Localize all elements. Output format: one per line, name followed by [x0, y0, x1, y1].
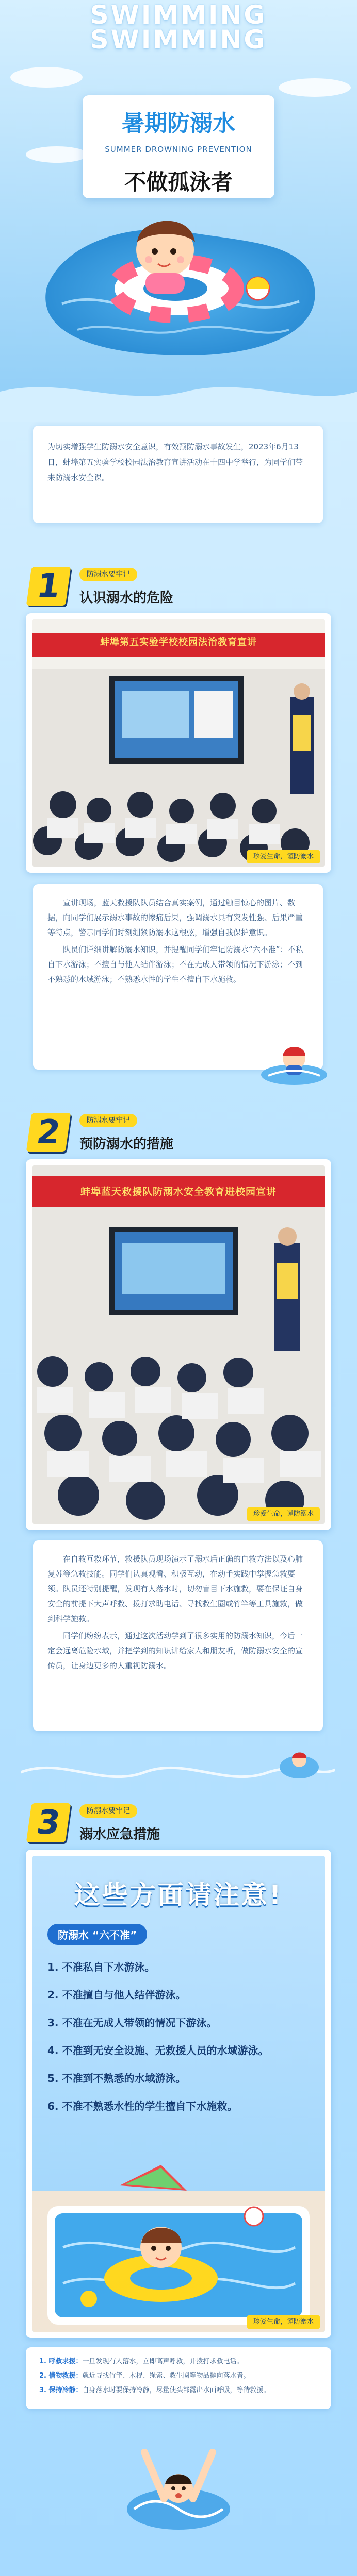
section-number: 3	[26, 1803, 71, 1842]
poster-pool-illustration	[32, 2160, 325, 2332]
section-number: 1	[26, 567, 71, 606]
section-tag: 防溺水要牢记	[79, 568, 137, 581]
section-1-photo-card	[26, 613, 331, 873]
rule-item: 4. 不准到无安全设施、无救援人员的水域游泳。	[47, 2044, 269, 2057]
drowning-illustration	[124, 2432, 233, 2535]
classroom-photo-image	[32, 619, 325, 867]
rule-item: 6. 不准不熟悉水性的学生擅自下水施救。	[47, 2100, 238, 2112]
classroom-photo-image	[32, 1165, 325, 1524]
tip-item	[39, 2369, 318, 2383]
swimmer-illustration	[258, 1033, 330, 1090]
tip-label: 2. 借物救援：	[39, 2372, 83, 2380]
section-2-paragraph: 同学们纷纷表示，通过这次活动学到了很多实用的防溺水知识，今后一定会远离危险水域，并把学到的知识讲给家人和朋友听，做防溺水安全的宣传员，让身边更多的人重视防溺水。	[47, 1631, 303, 1670]
hero-background	[0, 0, 357, 422]
rule-item: 2. 不准擅自与他人结伴游泳。	[47, 1989, 186, 2001]
page-slogan: 不做孤泳者	[124, 170, 233, 195]
section-2-photo-card	[26, 1159, 331, 1530]
classroom-banner: 蚌埠第五实验学校校园法治教育宣讲	[100, 637, 257, 648]
intro-card	[33, 426, 323, 523]
page-title: 暑期防溺水	[122, 110, 235, 137]
section-title: 溺水应急措施	[79, 1827, 160, 1842]
section-3-poster-card	[26, 1850, 331, 2338]
section-1-header	[29, 567, 246, 608]
tip-text: 就近寻找竹竿、木棍、绳索、救生圈等物品抛向落水者。	[82, 2372, 250, 2380]
section-title: 预防溺水的措施	[79, 1137, 174, 1152]
poster-pill-wrap	[47, 1924, 325, 1945]
section-1-paragraph: 队员们详细讲解防溺水知识，并提醒同学们牢记防溺水“六不准”：不私自下水游泳；不擅自与他人结伴游泳；不在无成人带领的情况下游泳；不到不熟悉的水域游泳；不熟悉水性的学生不擅自下水施救。	[47, 945, 303, 984]
tip-label: 3. 保持冷静：	[39, 2386, 83, 2394]
photo-caption: 珍爱生命，谨防溺水	[247, 2315, 320, 2329]
tip-item	[39, 2354, 318, 2369]
section-2-paragraph: 在自救互救环节，救援队员现场演示了溺水后正确的自救方法以及心肺复苏等急救技能。同学们认真观看、积极互动，在动手实践中掌握急救要领。队员还特别提醒，发现有人落水时，切勿盲目下水施救，要在保证自身安全的前提下大声呼救、拨打求助电话、寻找救生圈或竹竿等工具施救，做到科学施救。	[47, 1554, 303, 1623]
title-card	[83, 95, 274, 198]
decorative-wave	[21, 1741, 335, 1793]
hero-bg-word: SWIMMING	[90, 0, 267, 30]
rule-item: 5. 不准到不熟悉的水域游泳。	[47, 2072, 186, 2084]
hero-bg-word: SWIMMING	[90, 25, 267, 55]
rule-item: 1. 不准私自下水游泳。	[47, 1961, 155, 1973]
intro-text: 为切实增强学生防溺水安全意识，有效预防溺水事故发生，2023年6月13日，蚌埠第五实验学校校园法治教育宣讲活动在十四中学举行，为同学们带来防溺水安全课。	[47, 442, 303, 482]
hero-section	[0, 0, 357, 422]
poster-heading-wrap	[32, 1856, 325, 1911]
section-tag: 防溺水要牢记	[79, 1114, 137, 1127]
section-3-header	[29, 1803, 246, 1844]
section-title: 认识溺水的危险	[79, 590, 174, 606]
tip-text: 一旦发现有人落水，立即高声呼救，并拨打求救电话。	[82, 2358, 244, 2365]
section-number: 2	[26, 1113, 71, 1152]
section-tag: 防溺水要牢记	[79, 1804, 137, 1818]
section-1-paragraph: 宣讲现场，蓝天救援队队员结合真实案例，通过触目惊心的图片、数据，向同学们展示溺水事故的惨痛后果，强调溺水具有突发性强、后果严重等特点，警示同学们时刻绷紧防溺水这根弦，增强自我保护意识。	[47, 898, 303, 937]
poster-title: 这些方面请注意!	[74, 1880, 283, 1910]
page-subtitle-en: SUMMER DROWNING PREVENTION	[105, 145, 252, 154]
tip-text: 自身落水时要保持冷静，尽量使头部露出水面呼吸，等待救援。	[82, 2386, 270, 2394]
safety-poster[interactable]	[32, 1856, 325, 2332]
classroom-photo[interactable]	[32, 619, 325, 867]
tip-item	[39, 2383, 318, 2398]
rules-pill: 防溺水 “六不准”	[47, 1924, 147, 1945]
rule-item: 3. 不准在无成人带领的情况下游泳。	[47, 2016, 217, 2029]
photo-caption: 珍爱生命，谨防溺水	[247, 1507, 320, 1521]
rules-list	[47, 1953, 325, 2120]
photo-caption: 珍爱生命，谨防溺水	[247, 850, 320, 863]
emergency-tips-card	[26, 2347, 331, 2409]
classroom-banner: 蚌埠蓝天救援队防溺水安全教育进校园宣讲	[80, 1186, 277, 1197]
section-2-header	[29, 1113, 246, 1154]
section-2-text-card	[33, 1540, 323, 1731]
tip-label: 1. 呼救求援：	[39, 2358, 83, 2365]
classroom-photo[interactable]	[32, 1165, 325, 1524]
